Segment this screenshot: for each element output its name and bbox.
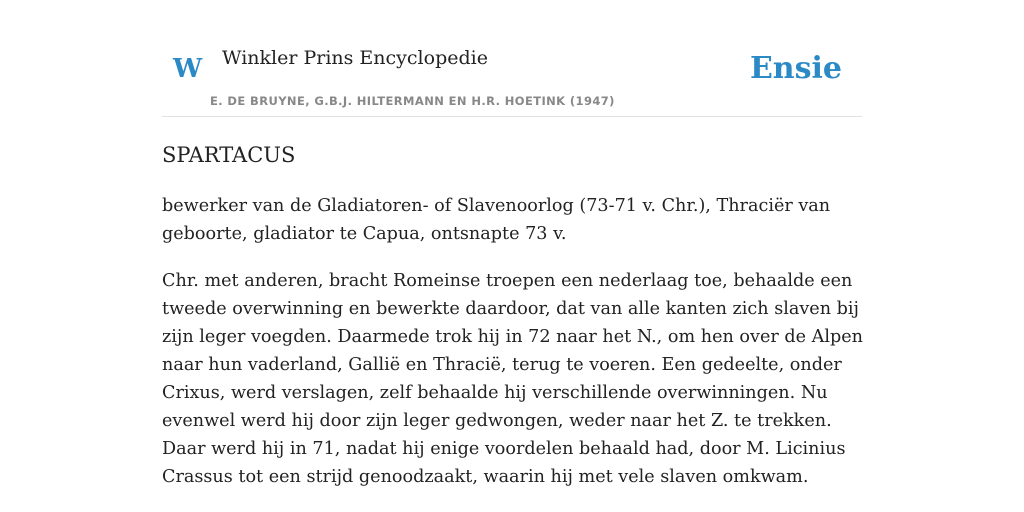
- entry-paragraph: Chr. met anderen, bracht Romeinse troepen een nederlaag toe, behaalde een tweede overwinning en bewerkte daardoor, dat van alle kanten zich slaven bij zijn leger voegden. Daarmede trok hij in 72 naar het N., om hen over de Alpen naar hun vaderland, Gallië en Thracië, terug te voeren. Een gedeelte, onder Crixus, werd verslagen, zelf behaalde hij verschillende overwinningen. Nu evenwel werd hij door zijn leger gedwongen, weder naar het Z. te trekken. Daar werd hij in 71, nadat hij enige voordelen behaald had, door M. Licinius Crassus tot een strijd genoodzaakt, waarin hij met vele slaven omkwam.: [162, 271, 863, 487]
- source-header: [162, 0, 862, 117]
- source-authors: E. DE BRUYNE, G.B.J. HILTERMANN EN H.R. HOETINK (1947): [210, 94, 615, 108]
- entry-title: SPARTACUS: [162, 143, 296, 167]
- source-logo[interactable]: W: [173, 54, 203, 84]
- entry-body: [162, 192, 867, 510]
- entry-paragraph: bewerker van de Gladiatoren- of Slavenoorlog (73-71 v. Chr.), Thraciër van geboorte, gladiator te Capua, ontsnapte 73 v.: [162, 196, 831, 244]
- brand-logo[interactable]: Ensie: [749, 51, 842, 86]
- source-title[interactable]: Winkler Prins Encyclopedie: [222, 47, 488, 69]
